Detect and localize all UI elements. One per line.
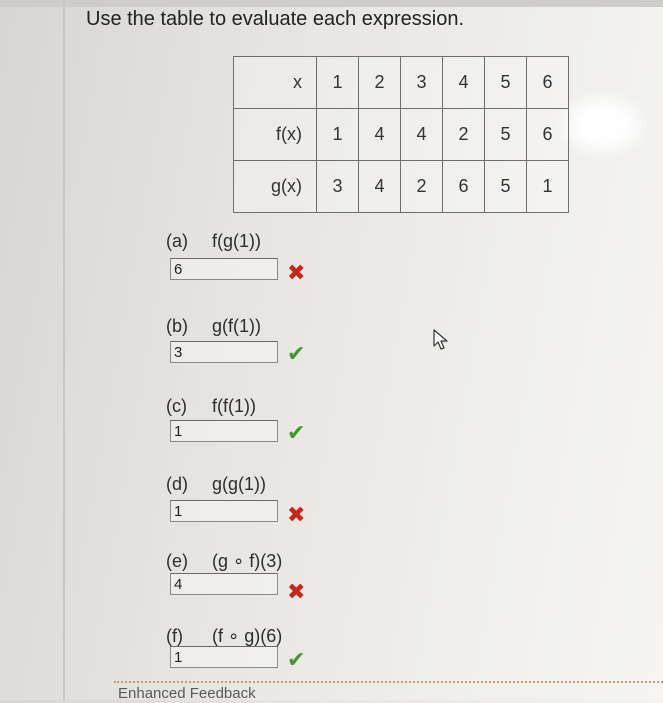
- part-expression: (g ∘ f)(3): [212, 551, 283, 571]
- row-label: x: [234, 57, 317, 109]
- table-cell: 1: [527, 161, 569, 213]
- answer-input-f[interactable]: 1: [170, 646, 278, 668]
- part-d-prompt: [166, 474, 266, 495]
- table-cell: 1: [317, 109, 359, 161]
- table-cell: 4: [401, 109, 443, 161]
- row-label: f(x): [234, 109, 317, 161]
- table-cell: 5: [485, 57, 527, 109]
- incorrect-icon: ✖: [287, 260, 306, 285]
- part-letter: (b): [166, 316, 188, 336]
- part-letter: (e): [166, 551, 188, 571]
- row-label: g(x): [234, 161, 317, 213]
- answer-input-a[interactable]: 6: [170, 258, 278, 280]
- top-bar: [0, 0, 663, 7]
- part-expression: f(g(1)): [212, 231, 261, 251]
- part-f-prompt: [166, 626, 282, 647]
- answer-input-e[interactable]: 4: [170, 573, 278, 595]
- correct-icon: ✔: [287, 341, 306, 366]
- answer-input-d[interactable]: 1: [170, 500, 278, 522]
- enhanced-feedback-link[interactable]: Enhanced Feedback: [114, 681, 663, 703]
- left-border: [63, 0, 65, 700]
- part-expression: g(g(1)): [212, 474, 267, 494]
- incorrect-icon: ✖: [287, 579, 306, 604]
- question-title: Use the table to evaluate each expression.: [86, 8, 465, 30]
- incorrect-icon: ✖: [287, 502, 306, 527]
- part-a-prompt: [166, 231, 261, 252]
- table-cell: 5: [485, 109, 527, 161]
- part-letter: (d): [166, 474, 188, 494]
- table-cell: 2: [401, 161, 443, 213]
- answer-input-c[interactable]: 1: [170, 420, 278, 442]
- part-letter: (a): [166, 231, 188, 251]
- table-cell: 4: [359, 109, 401, 161]
- part-letter: (f): [166, 626, 183, 646]
- part-c-prompt: [166, 396, 256, 417]
- part-expression: g(f(1)): [212, 316, 261, 336]
- table-cell: 3: [401, 57, 443, 109]
- table-row-x: [234, 57, 569, 109]
- correct-icon: ✔: [287, 420, 306, 445]
- part-letter: (c): [166, 396, 187, 416]
- correct-icon: ✔: [287, 647, 306, 672]
- table-row-gx: [234, 161, 569, 213]
- table-cell: 2: [443, 109, 485, 161]
- screen-glare: [555, 90, 650, 160]
- table-cell: 1: [317, 57, 359, 109]
- table-cell: 3: [317, 161, 359, 213]
- table-cell: 6: [443, 161, 485, 213]
- part-b-prompt: [166, 316, 261, 337]
- table-cell: 5: [485, 161, 527, 213]
- table-row-fx: [234, 109, 569, 161]
- part-expression: f(f(1)): [212, 396, 256, 416]
- part-expression: (f ∘ g)(6): [212, 626, 283, 646]
- mouse-pointer-icon: [432, 328, 452, 352]
- table-cell: 4: [359, 161, 401, 213]
- function-table: [233, 56, 569, 213]
- answer-input-b[interactable]: 3: [170, 341, 278, 363]
- table-cell: 6: [527, 57, 569, 109]
- table-cell: 2: [359, 57, 401, 109]
- table-cell: 6: [527, 109, 569, 161]
- table-cell: 4: [443, 57, 485, 109]
- part-e-prompt: [166, 551, 282, 572]
